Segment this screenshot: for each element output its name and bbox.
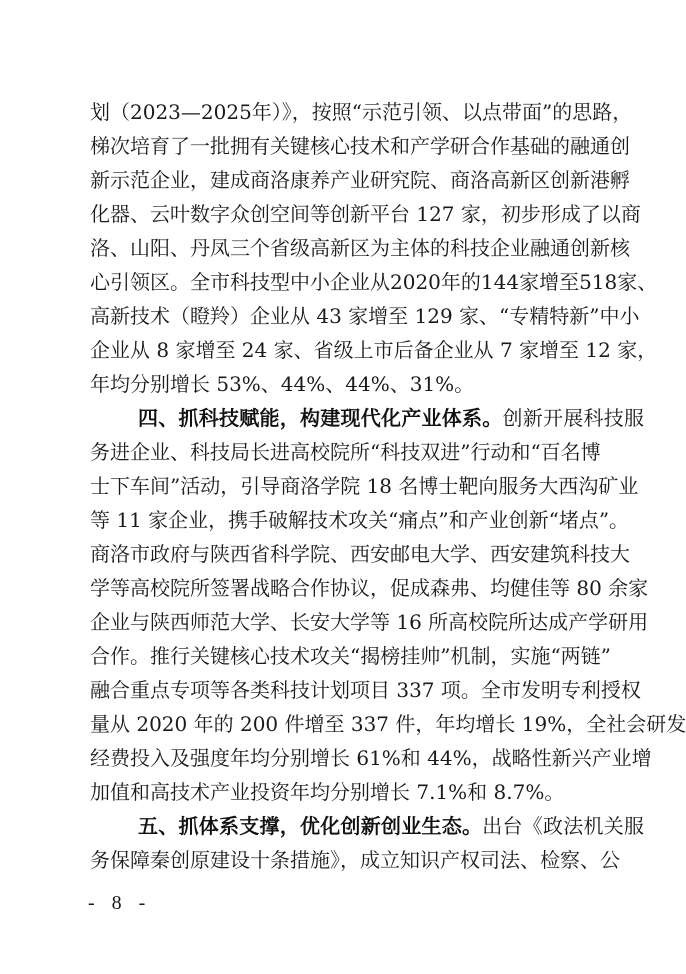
- text-line: 经费投入及强度年均分别增长 61%和 44%，战略性新兴产业增: [90, 746, 652, 770]
- text-line: 量从 2020 年的 200 件增至 337 件，年均增长 19%，全社会研发: [90, 712, 686, 736]
- text-line: 新示范企业，建成商洛康养产业研究院、商洛高新区创新港孵: [90, 168, 630, 192]
- body-text: [90, 95, 686, 877]
- section-four-first-line: [90, 401, 645, 435]
- text-line: 企业与陕西师范大学、长安大学等 16 所高校院所达成产学研用: [90, 610, 649, 634]
- text-line: 心引领区。全市科技型中小企业从2020年的144家增至518家、: [90, 270, 658, 294]
- text-line: 士下车间”活动，引导商洛学院 18 名博士靶向服务大西沟矿业: [90, 474, 639, 498]
- text-line: 商洛市政府与陕西省科学院、西安邮电大学、西安建筑科技大: [90, 542, 630, 566]
- text-line: 学等高校院所签署战略合作协议，促成森弗、均健佳等 80 余家: [90, 576, 649, 600]
- text-line: 洛、山阳、丹凤三个省级高新区为主体的科技企业融通创新核: [90, 236, 630, 260]
- text-line: 企业从 8 家增至 24 家、省级上市后备企业从 7 家增至 12 家，: [90, 338, 658, 362]
- text-line: 等 11 家企业，携手破解技术攻关“痛点”和产业创新“堵点”。: [90, 508, 630, 532]
- text-line: 化器、云叶数字众创空间等创新平台 127 家，初步形成了以商: [90, 202, 641, 226]
- section-heading-five: 五、抓体系支撑，优化创新创业生态。: [138, 814, 483, 838]
- text-line: 加值和高技术产业投资年均分别增长 7.1%和 8.7%。: [90, 780, 565, 804]
- text-line: 划（2023—2025年）》，按照“示范引领、以点带面”的思路，: [90, 100, 633, 124]
- text-line: 高新技术（瞪羚）企业从 43 家增至 129 家、“专精特新”中小: [90, 304, 640, 328]
- text-line: 合作。推行关键核心技术攻关“揭榜挂帅”机制，实施“两链”: [90, 644, 611, 668]
- text-fragment: 出台《政法机关服: [482, 814, 645, 838]
- section-heading-four: 四、抓科技赋能，构建现代化产业体系。: [138, 406, 503, 430]
- page-number: - 8 -: [88, 892, 152, 914]
- text-line: 梯次培育了一批拥有关键核心技术和产学研合作基础的融通创: [90, 134, 630, 158]
- text-fragment: 创新开展科技服: [502, 406, 645, 430]
- text-line: 务进企业、科技局长进高校院所“科技双进”行动和“百名博: [90, 440, 601, 464]
- text-line: 年均分别增长 53%、44%、44%、31%。: [90, 372, 475, 396]
- text-line: 务保障秦创原建设十条措施》，成立知识产权司法、检察、公: [90, 848, 620, 872]
- text-line: 融合重点专项等各类科技计划项目 337 项。全市发明专利授权: [90, 678, 641, 702]
- section-five-first-line: [90, 809, 645, 843]
